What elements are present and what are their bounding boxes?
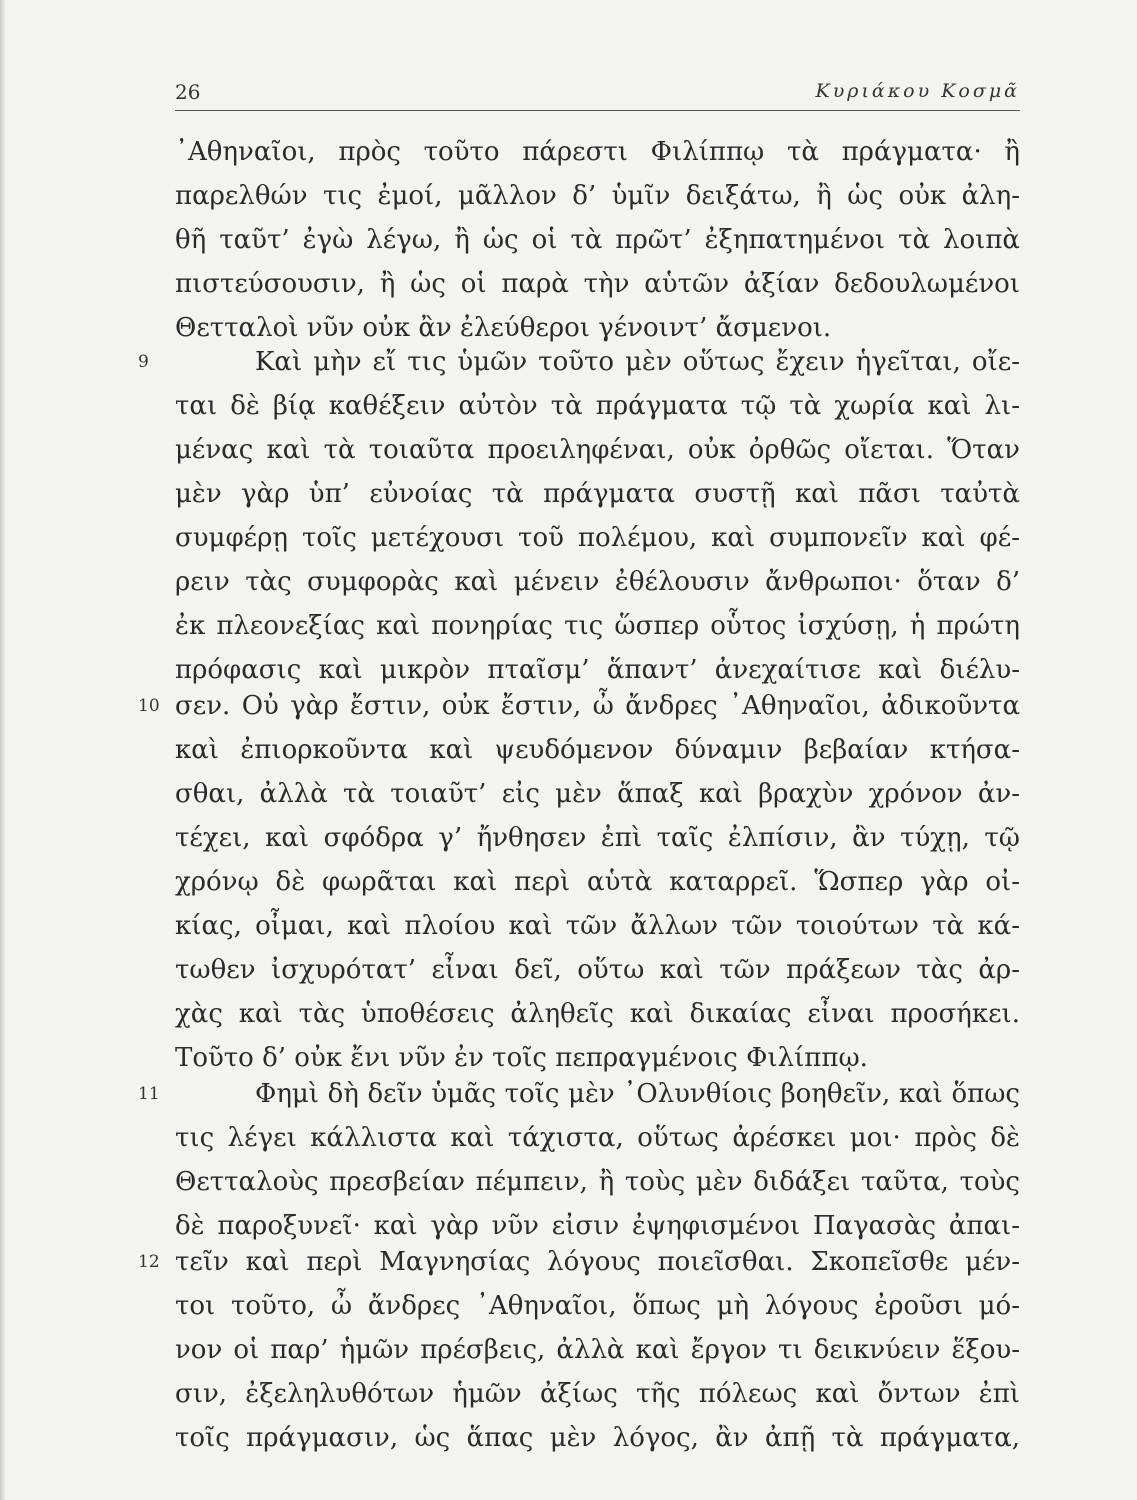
page-number: 26 (175, 80, 201, 104)
text-line: μένας καὶ τὰ τοιαῦτα προειληφέναι, οὐκ ὀρθῶς οἴεται. Ὅταν (175, 435, 1020, 465)
text-line: νον οἱ παρ’ ἡμῶν πρέσβεις, ἀλλὰ καὶ ἔργον τι δεικνύειν ἕξου- (175, 1335, 1020, 1365)
text-line: Θετταλοὺς πρεσβείαν πέμπειν, ἢ τοὺς μὲν διδάξει ταῦτα, τοὺς (175, 1167, 1020, 1197)
text-line: πιστεύσουσιν, ἢ ὡς οἱ παρὰ τὴν αὑτῶν ἀξίαν δεδουλωμένοι (175, 269, 1020, 299)
text-line: τοι τοῦτο, ὦ ἄνδρες ᾿Αθηναῖοι, ὅπως μὴ λόγους ἐροῦσι μό- (175, 1291, 1020, 1321)
text-line: Φημὶ δὴ δεῖν ὑμᾶς τοῖς μὲν ᾿Ολυνθίοις βοηθεῖν, καὶ ὅπως (255, 1079, 1020, 1109)
page-header (175, 80, 1020, 111)
section-number: 10 (138, 696, 160, 716)
text-line: Τοῦτο δ’ οὐκ ἔνι νῦν ἐν τοῖς πεπραγμένοις Φιλίππῳ. (175, 1043, 868, 1073)
text-line: θῆ ταῦτ’ ἐγὼ λέγω, ἢ ὡς οἱ τὰ πρῶτ’ ἐξηπατημένοι τὰ λοιπὰ (175, 225, 1020, 255)
text-line: σεν. Οὐ γὰρ ἔστιν, οὐκ ἔστιν, ὦ ἄνδρες ᾿Αθηναῖοι, ἀδικοῦντα (175, 691, 1020, 721)
text-line: Καὶ μὴν εἴ τις ὑμῶν τοῦτο μὲν οὕτως ἔχειν ἡγεῖται, οἴε- (255, 347, 1020, 377)
page-edge-shadow (0, 0, 6, 1500)
text-line: δὲ παροξυνεῖ· καὶ γὰρ νῦν εἰσιν ἐψηφισμένοι Παγασὰς ἀπαι- (175, 1211, 1020, 1241)
text-line: τωθεν ἰσχυρότατ’ εἶναι δεῖ, οὕτω καὶ τῶν πράξεων τὰς ἀρ- (175, 955, 1020, 985)
text-line: τέχει, καὶ σφόδρα γ’ ἤνθησεν ἐπὶ ταῖς ἐλπίσιν, ἂν τύχῃ, τῷ (175, 823, 1020, 853)
section-number: 11 (138, 1084, 160, 1104)
text-line: καὶ ἐπιορκοῦντα καὶ ψευδόμενον δύναμιν βεβαίαν κτήσα- (175, 735, 1020, 765)
text-line: χὰς καὶ τὰς ὑποθέσεις ἀληθεῖς καὶ δικαίας εἶναι προσήκει. (175, 999, 1020, 1029)
text-line: ᾿Αθηναῖοι, πρὸς τοῦτο πάρεστι Φιλίππῳ τὰ πράγματα· ἢ (175, 137, 1020, 167)
text-line: τοῖς πράγμασιν, ὡς ἅπας μὲν λόγος, ἂν ἀπῇ τὰ πράγματα, (175, 1423, 1020, 1453)
text-line: σιν, ἐξεληλυθότων ἡμῶν ἀξίως τῆς πόλεως καὶ ὄντων ἐπὶ (175, 1379, 1020, 1409)
text-line: ρειν τὰς συμφορὰς καὶ μένειν ἐθέλουσιν ἄνθρωποι· ὅταν δ’ (175, 567, 1020, 597)
section-number: 9 (138, 352, 149, 372)
text-line: ἐκ πλεονεξίας καὶ πονηρίας τις ὥσπερ οὗτος ἰσχύσῃ, ἡ πρώτη (175, 611, 1020, 641)
text-line: σθαι, ἀλλὰ τὰ τοιαῦτ’ εἰς μὲν ἅπαξ καὶ βραχὺν χρόνον ἀν- (175, 779, 1020, 809)
text-line: μὲν γὰρ ὑπ’ εὐνοίας τὰ πράγματα συστῇ καὶ πᾶσι ταὐτὰ (175, 479, 1020, 509)
text-line: πρόφασις καὶ μικρὸν πταῖσμ’ ἅπαντ’ ἀνεχαίτισε καὶ διέλυ- (175, 655, 1020, 685)
text-line: τεῖν καὶ περὶ Μαγνησίας λόγους ποιεῖσθαι. Σκοπεῖσθε μέν- (175, 1247, 1020, 1277)
text-line: ται δὲ βίᾳ καθέξειν αὐτὸν τὰ πράγματα τῷ τὰ χωρία καὶ λι- (175, 391, 1020, 421)
text-line: συμφέρῃ τοῖς μετέχουσι τοῦ πολέμου, καὶ συμπονεῖν καὶ φέ- (175, 523, 1020, 553)
text-line: τις λέγει κάλλιστα καὶ τάχιστα, οὕτως ἀρέσκει μοι· πρὸς δὲ (175, 1123, 1020, 1153)
text-line: χρόνῳ δὲ φωρᾶται καὶ περὶ αὑτὰ καταρρεῖ. Ὥσπερ γὰρ οἰ- (175, 867, 1020, 897)
running-title: Κυριάκου Κοσμᾶ (815, 80, 1020, 102)
text-line: Θετταλοὶ νῦν οὐκ ἂν ἐλεύθεροι γένοιντ’ ἄσμενοι. (175, 313, 832, 343)
text-line: παρελθών τις ἐμοί, μᾶλλον δ’ ὑμῖν δειξάτω, ἢ ὡς οὐκ ἀλη- (175, 181, 1020, 211)
text-line: κίας, οἶμαι, καὶ πλοίου καὶ τῶν ἄλλων τῶν τοιούτων τὰ κά- (175, 911, 1020, 941)
section-number: 12 (138, 1252, 160, 1272)
